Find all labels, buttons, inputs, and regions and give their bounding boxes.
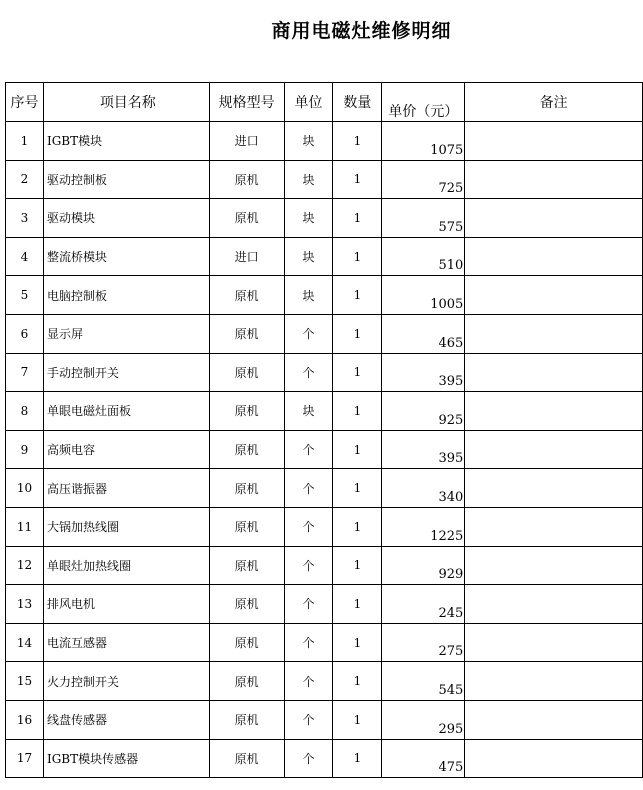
row-unit: 个 bbox=[284, 700, 333, 739]
table-row bbox=[6, 160, 643, 199]
row-qty: 1 bbox=[333, 392, 382, 431]
row-unit: 个 bbox=[284, 430, 333, 469]
row-price-value: 275 bbox=[438, 644, 464, 660]
row-unit: 块 bbox=[284, 237, 333, 276]
row-no: 3 bbox=[6, 199, 44, 238]
header-note: 备注 bbox=[465, 83, 643, 122]
row-name: 驱动控制板 bbox=[43, 160, 209, 199]
row-price bbox=[382, 430, 465, 469]
row-note bbox=[465, 623, 643, 662]
row-spec: 原机 bbox=[209, 546, 284, 585]
table-row bbox=[6, 585, 643, 624]
row-name: 单眼灶加热线圈 bbox=[43, 546, 209, 585]
row-qty: 1 bbox=[333, 276, 382, 315]
row-spec: 原机 bbox=[209, 353, 284, 392]
row-note bbox=[465, 276, 643, 315]
row-price bbox=[382, 199, 465, 238]
row-name: 驱动模块 bbox=[43, 199, 209, 238]
row-no: 17 bbox=[6, 739, 44, 778]
row-qty: 1 bbox=[333, 662, 382, 701]
row-spec: 原机 bbox=[209, 469, 284, 508]
row-no: 9 bbox=[6, 430, 44, 469]
row-note bbox=[465, 662, 643, 701]
row-unit: 个 bbox=[284, 469, 333, 508]
row-spec: 进口 bbox=[209, 122, 284, 161]
row-price-value: 340 bbox=[438, 489, 464, 505]
row-price-value: 929 bbox=[438, 567, 464, 583]
row-price bbox=[382, 122, 465, 161]
row-unit: 个 bbox=[284, 739, 333, 778]
row-unit: 个 bbox=[284, 353, 333, 392]
row-price-value: 395 bbox=[438, 451, 464, 467]
table-row bbox=[6, 353, 643, 392]
row-price bbox=[382, 623, 465, 662]
row-price-value: 725 bbox=[438, 181, 464, 197]
row-spec: 原机 bbox=[209, 585, 284, 624]
row-unit: 个 bbox=[284, 623, 333, 662]
row-note bbox=[465, 392, 643, 431]
repair-detail-table bbox=[5, 82, 643, 778]
row-qty: 1 bbox=[333, 160, 382, 199]
table-row bbox=[6, 623, 643, 662]
row-qty: 1 bbox=[333, 237, 382, 276]
row-price-value: 1075 bbox=[430, 142, 464, 158]
row-price bbox=[382, 546, 465, 585]
row-qty: 1 bbox=[333, 507, 382, 546]
row-note bbox=[465, 700, 643, 739]
table-row bbox=[6, 430, 643, 469]
row-price-value: 465 bbox=[438, 335, 464, 351]
row-price bbox=[382, 237, 465, 276]
row-name: IGBT模块传感器 bbox=[43, 739, 209, 778]
row-price bbox=[382, 469, 465, 508]
row-spec: 原机 bbox=[209, 623, 284, 662]
row-name: IGBT模块 bbox=[43, 122, 209, 161]
header-name: 项目名称 bbox=[43, 83, 209, 122]
row-unit: 块 bbox=[284, 160, 333, 199]
header-spec: 规格型号 bbox=[209, 83, 284, 122]
row-price bbox=[382, 585, 465, 624]
row-qty: 1 bbox=[333, 700, 382, 739]
header-unit: 单位 bbox=[284, 83, 333, 122]
row-price-value: 510 bbox=[438, 258, 464, 274]
row-name: 大锅加热线圈 bbox=[43, 507, 209, 546]
row-name: 手动控制开关 bbox=[43, 353, 209, 392]
table-row bbox=[6, 546, 643, 585]
row-price bbox=[382, 314, 465, 353]
header-row bbox=[6, 83, 643, 122]
row-spec: 原机 bbox=[209, 739, 284, 778]
row-unit: 块 bbox=[284, 199, 333, 238]
table-row bbox=[6, 276, 643, 315]
row-note bbox=[465, 507, 643, 546]
row-name: 排风电机 bbox=[43, 585, 209, 624]
row-price-value: 245 bbox=[438, 605, 464, 621]
row-no: 10 bbox=[6, 469, 44, 508]
row-no: 11 bbox=[6, 507, 44, 546]
row-no: 1 bbox=[6, 122, 44, 161]
row-price bbox=[382, 700, 465, 739]
row-qty: 1 bbox=[333, 739, 382, 778]
row-no: 2 bbox=[6, 160, 44, 199]
row-price-value: 1225 bbox=[430, 528, 464, 544]
row-no: 4 bbox=[6, 237, 44, 276]
row-name: 高压谐振器 bbox=[43, 469, 209, 508]
row-note bbox=[465, 739, 643, 778]
table-row bbox=[6, 392, 643, 431]
table-row bbox=[6, 314, 643, 353]
row-unit: 个 bbox=[284, 662, 333, 701]
table-row bbox=[6, 237, 643, 276]
table-row bbox=[6, 662, 643, 701]
row-spec: 原机 bbox=[209, 700, 284, 739]
table-row bbox=[6, 739, 643, 778]
row-unit: 块 bbox=[284, 392, 333, 431]
row-unit: 块 bbox=[284, 122, 333, 161]
table-row bbox=[6, 507, 643, 546]
row-name: 电脑控制板 bbox=[43, 276, 209, 315]
row-spec: 原机 bbox=[209, 430, 284, 469]
row-note bbox=[465, 430, 643, 469]
row-qty: 1 bbox=[333, 546, 382, 585]
table-row bbox=[6, 122, 643, 161]
row-price bbox=[382, 353, 465, 392]
row-price-value: 575 bbox=[438, 219, 464, 235]
row-note bbox=[465, 469, 643, 508]
row-no: 5 bbox=[6, 276, 44, 315]
row-unit: 个 bbox=[284, 507, 333, 546]
row-spec: 原机 bbox=[209, 662, 284, 701]
table-row bbox=[6, 469, 643, 508]
row-price-value: 295 bbox=[438, 721, 464, 737]
row-name: 火力控制开关 bbox=[43, 662, 209, 701]
row-price bbox=[382, 392, 465, 431]
row-name: 单眼电磁灶面板 bbox=[43, 392, 209, 431]
row-price bbox=[382, 160, 465, 199]
row-qty: 1 bbox=[333, 623, 382, 662]
row-qty: 1 bbox=[333, 199, 382, 238]
row-unit: 个 bbox=[284, 585, 333, 624]
row-note bbox=[465, 353, 643, 392]
row-spec: 原机 bbox=[209, 507, 284, 546]
row-name: 高频电容 bbox=[43, 430, 209, 469]
row-qty: 1 bbox=[333, 314, 382, 353]
row-price-value: 395 bbox=[438, 374, 464, 390]
row-price bbox=[382, 276, 465, 315]
row-note bbox=[465, 585, 643, 624]
table-row bbox=[6, 199, 643, 238]
row-price bbox=[382, 739, 465, 778]
row-name: 电流互感器 bbox=[43, 623, 209, 662]
row-spec: 原机 bbox=[209, 314, 284, 353]
row-qty: 1 bbox=[333, 122, 382, 161]
row-price-value: 545 bbox=[438, 682, 464, 698]
row-no: 7 bbox=[6, 353, 44, 392]
row-spec: 原机 bbox=[209, 392, 284, 431]
header-no: 序号 bbox=[6, 83, 44, 122]
row-qty: 1 bbox=[333, 430, 382, 469]
row-price-value: 1005 bbox=[430, 296, 464, 312]
row-spec: 进口 bbox=[209, 237, 284, 276]
row-price bbox=[382, 507, 465, 546]
row-price-value: 475 bbox=[438, 760, 464, 776]
table-row bbox=[6, 700, 643, 739]
row-note bbox=[465, 546, 643, 585]
row-unit: 块 bbox=[284, 276, 333, 315]
row-spec: 原机 bbox=[209, 160, 284, 199]
header-price: 单价（元） bbox=[382, 83, 465, 122]
row-no: 13 bbox=[6, 585, 44, 624]
row-qty: 1 bbox=[333, 469, 382, 508]
header-qty: 数量 bbox=[333, 83, 382, 122]
row-unit: 个 bbox=[284, 546, 333, 585]
row-qty: 1 bbox=[333, 353, 382, 392]
row-name: 线盘传感器 bbox=[43, 700, 209, 739]
row-note bbox=[465, 237, 643, 276]
row-note bbox=[465, 314, 643, 353]
row-note bbox=[465, 122, 643, 161]
row-no: 6 bbox=[6, 314, 44, 353]
row-no: 16 bbox=[6, 700, 44, 739]
row-qty: 1 bbox=[333, 585, 382, 624]
row-note bbox=[465, 199, 643, 238]
row-no: 14 bbox=[6, 623, 44, 662]
row-no: 8 bbox=[6, 392, 44, 431]
row-name: 整流桥模块 bbox=[43, 237, 209, 276]
row-no: 12 bbox=[6, 546, 44, 585]
row-price-value: 925 bbox=[438, 412, 464, 428]
row-unit: 个 bbox=[284, 314, 333, 353]
row-note bbox=[465, 160, 643, 199]
row-name: 显示屏 bbox=[43, 314, 209, 353]
row-spec: 原机 bbox=[209, 276, 284, 315]
row-price bbox=[382, 662, 465, 701]
row-spec: 原机 bbox=[209, 199, 284, 238]
document-title: 商用电磁灶维修明细 bbox=[271, 20, 452, 42]
row-no: 15 bbox=[6, 662, 44, 701]
